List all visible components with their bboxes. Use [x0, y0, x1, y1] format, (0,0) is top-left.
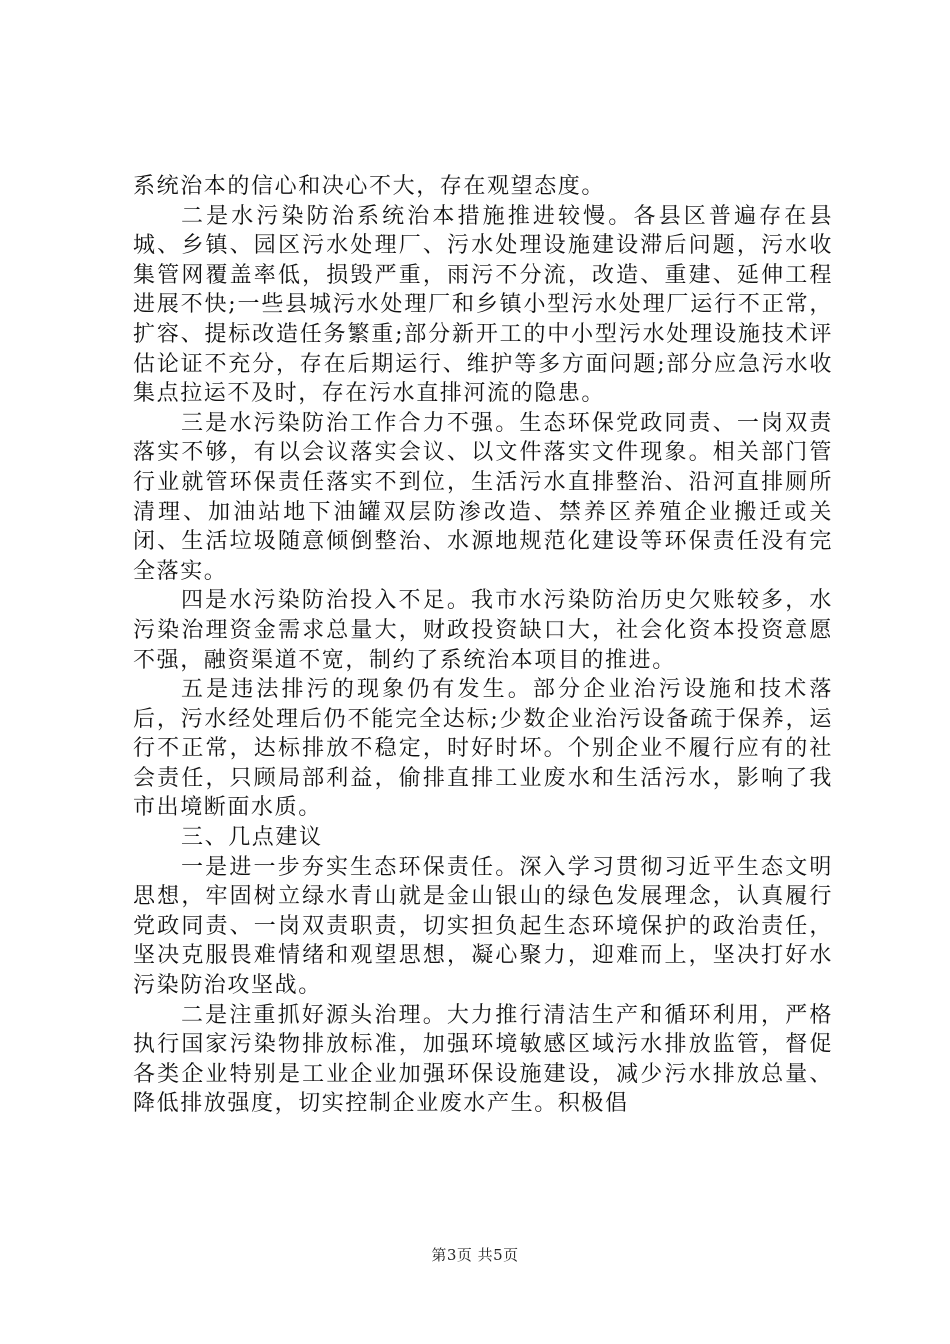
paragraph-2: 二是水污染防治系统治本措施推进较慢。各县区普遍存在县城、乡镇、园区污水处理厂、污水处理设施建设滞后问题，污水收集管网覆盖率低，损毁严重，雨污不分流，改造、重建、延伸工程进展不快;一些县城污水处理厂和乡镇小型污水处理厂运行不正常，扩容、提标改造任务繁重;部分新开工的中小型污水处理设施技术评估论证不充分，存在后期运行、维护等多方面问题;部分应急污水收集点拉运不及时，存在污水直排河流的隐患。: [133, 203, 833, 407]
paragraph-4: 四是水污染防治投入不足。我市水污染防治历史欠账较多，水污染治理资金需求总量大，财政投资缺口大，社会化资本投资意愿不强，融资渠道不宽，制约了系统治本项目的推进。: [133, 588, 833, 673]
paragraph-5: 五是违法排污的现象仍有发生。部分企业治污设施和技术落后，污水经处理后仍不能完全达标;少数企业治污设备疏于保养，运行不正常，达标排放不稳定，时好时坏。个别企业不履行应有的社会责任，只顾局部利益，偷排直排工业废水和生活污水，影响了我市出境断面水质。: [133, 677, 833, 821]
paragraph-7: 二是注重抓好源头治理。大力推行清洁生产和循环利用，严格执行国家污染物排放标准，加强环境敏感区域污水排放监管，督促各类企业特别是工业企业加强环保设施建设，减少污水排放总量、降低排放强度，切实控制企业废水产生。积极倡: [133, 1002, 833, 1117]
paragraph-3: 三是水污染防治工作合力不强。生态环保党政同责、一岗双责落实不够，有以会议落实会议、以文件落实文件现象。相关部门管行业就管环保责任落实不到位，生活污水直排整治、沿河直排厕所清理、加油站地下油罐双层防渗改造、禁养区养殖企业搬迁或关闭、生活垃圾随意倾倒整治、水源地规范化建设等环保责任没有完全落实。: [133, 410, 833, 584]
document-body: [133, 172, 833, 1119]
page-number-footer: 第3页 共5页: [431, 1246, 519, 1264]
paragraph-1: 系统治本的信心和决心不大，存在观望态度。: [133, 174, 606, 199]
section-heading: 三、几点建议: [181, 825, 323, 851]
paragraph-6: 一是进一步夯实生态环保责任。深入学习贯彻习近平生态文明思想，牢固树立绿水青山就是金山银山的绿色发展理念，认真履行党政同责、一岗双责职责，切实担负起生态环境保护的政治责任，坚决克服畏难情绪和观望思想，凝心聚力，迎难而上，坚决打好水污染防治攻坚战。: [133, 854, 833, 999]
